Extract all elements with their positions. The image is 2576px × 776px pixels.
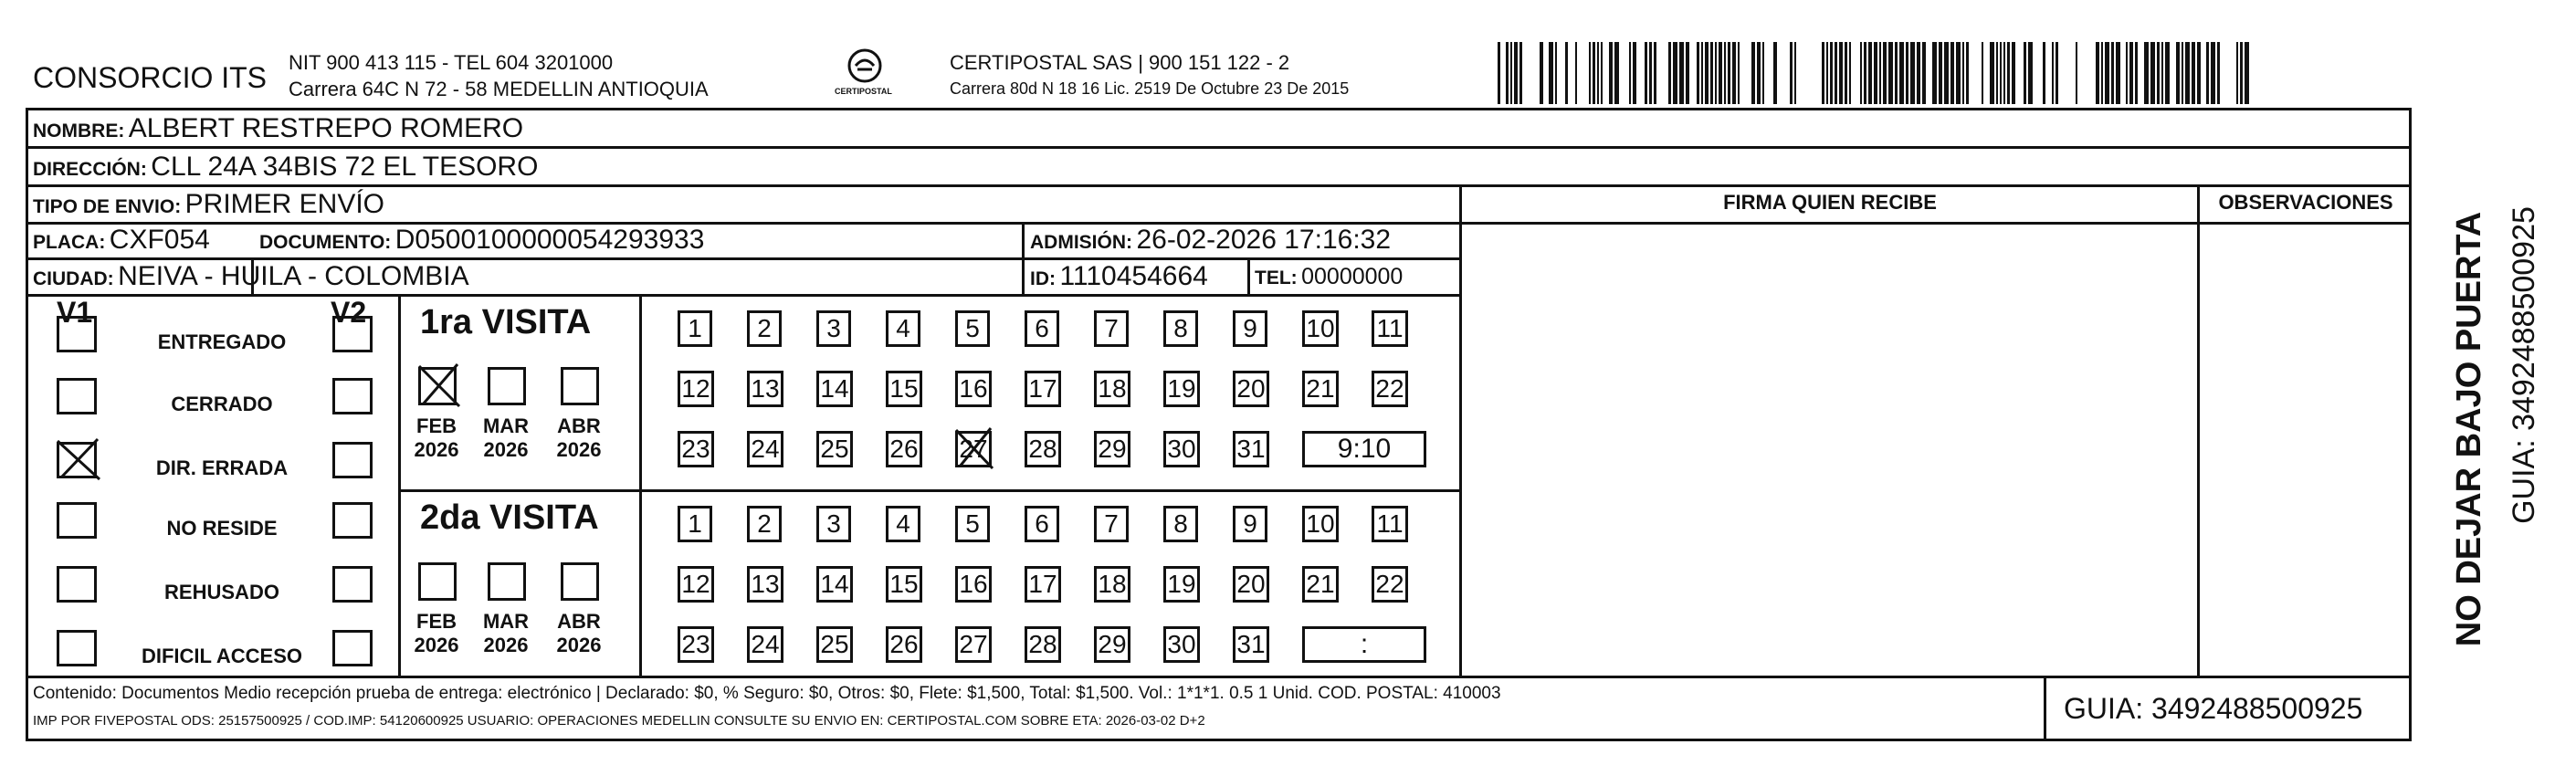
day-box[interactable]: 12 xyxy=(678,371,714,407)
barcode-bar xyxy=(1549,42,1553,104)
day-box[interactable]: 14 xyxy=(816,371,853,407)
day-box[interactable]: 6 xyxy=(1025,310,1059,347)
barcode-bar xyxy=(2003,42,2005,104)
barcode-bar xyxy=(1773,42,1777,104)
barcode-bar xyxy=(1944,42,1949,104)
day-box[interactable]: 4 xyxy=(886,310,920,347)
month-checkbox[interactable] xyxy=(488,367,526,405)
barcode-bar xyxy=(2185,42,2190,104)
barcode-bar xyxy=(1715,42,1717,104)
barcode-bar xyxy=(1966,42,1969,104)
status-option-label: CERRADO xyxy=(171,393,273,415)
v2-checkbox[interactable] xyxy=(332,442,373,478)
day-box[interactable]: 17 xyxy=(1025,566,1061,603)
day-box[interactable]: 12 xyxy=(678,566,714,603)
visit-title: 2da VISITA xyxy=(420,498,599,537)
footer-content: Contenido: Documentos Medio recepción prueba de entrega: electrónico | Declarado: $0, % Seguro: $0, Otros: $0, Flete: $1,500, Total: $1,500. Vol.: 1*1*1. 0.5 1 Unid. COD. POSTAL: 410003 xyxy=(33,684,1501,703)
plate-row xyxy=(33,226,210,254)
visit-time-box[interactable]: 9:10 xyxy=(1302,431,1426,467)
month-checkbox[interactable] xyxy=(418,367,457,405)
barcode-bar xyxy=(1845,42,1847,104)
barcode-bar xyxy=(1609,42,1613,104)
day-box[interactable]: 2 xyxy=(747,506,782,542)
barcode-bar xyxy=(1794,42,1796,104)
barcode-bar xyxy=(1719,42,1722,104)
barcode-bar xyxy=(1506,42,1509,104)
barcode-bar xyxy=(1728,42,1730,104)
v2-checkbox[interactable] xyxy=(332,630,373,666)
document-label: DOCUMENTO: xyxy=(259,232,392,253)
day-box[interactable]: 21 xyxy=(1302,566,1339,603)
day-box[interactable]: 27 xyxy=(955,626,992,663)
barcode-bar xyxy=(1950,42,1954,104)
barcode-bar xyxy=(1705,42,1709,104)
day-box[interactable]: 31 xyxy=(1233,431,1269,467)
barcode-bar xyxy=(2192,42,2195,104)
observations-area[interactable] xyxy=(2201,225,2411,676)
v2-checkbox[interactable] xyxy=(332,502,373,539)
status-option-label: NO RESIDE xyxy=(166,517,278,540)
day-box[interactable]: 20 xyxy=(1233,371,1269,407)
barcode-bar xyxy=(1738,42,1740,104)
barcode-bar xyxy=(1932,42,1937,104)
barcode-bar xyxy=(1697,42,1699,104)
day-box[interactable]: 20 xyxy=(1233,566,1269,603)
barcode-bar xyxy=(1790,42,1793,104)
v1-checkbox[interactable] xyxy=(57,378,97,414)
shipment-type-row xyxy=(33,191,384,218)
tel-value: 00000000 xyxy=(1301,264,1404,289)
status-option-label: REHUSADO xyxy=(164,581,279,603)
admission-value: 26-02-2026 17:16:32 xyxy=(1136,225,1392,255)
barcode-bar xyxy=(1519,42,1522,104)
barcode-bar xyxy=(2052,42,2054,104)
side-guide: GUIA: 3492488500925 xyxy=(2507,206,2541,524)
recipient-address-row xyxy=(33,153,538,181)
city-label: CIUDAD: xyxy=(33,268,114,289)
barcode-bar xyxy=(1822,42,1824,104)
day-box[interactable]: 3 xyxy=(816,310,851,347)
barcode-bar xyxy=(1510,42,1512,104)
day-box[interactable]: 1 xyxy=(678,310,712,347)
recipient-name-row xyxy=(33,115,523,142)
barcode-bar xyxy=(2105,42,2109,104)
barcode-bar xyxy=(1939,42,1942,104)
barcode-bar xyxy=(1962,42,1964,104)
barcode-bar xyxy=(2165,42,2170,104)
barcode-bar xyxy=(1565,42,1568,104)
barcode-bar xyxy=(1864,42,1866,104)
barcode-bar xyxy=(2076,42,2077,104)
barcode-bar xyxy=(2129,42,2133,104)
day-box[interactable]: 5 xyxy=(955,310,990,347)
observations-label: OBSERVACIONES xyxy=(2218,191,2393,214)
day-box[interactable]: 25 xyxy=(816,626,853,663)
certipostal-address: Carrera 80d N 18 16 Lic. 2519 De Octubre 23 De 2015 xyxy=(950,79,1350,98)
id-label: ID: xyxy=(1030,268,1056,289)
day-box[interactable]: 19 xyxy=(1163,566,1200,603)
document-row xyxy=(259,226,704,254)
barcode-bar xyxy=(1868,42,1872,104)
day-box[interactable]: 4 xyxy=(886,506,920,542)
month-label: ABR 2026 xyxy=(556,610,602,657)
v2-checkbox[interactable] xyxy=(332,566,373,603)
day-box[interactable]: 8 xyxy=(1163,506,1198,542)
day-box[interactable]: 11 xyxy=(1372,506,1408,542)
barcode-bar xyxy=(2007,42,2010,104)
side-warning: NO DEJAR BAJO PUERTA xyxy=(2450,211,2488,647)
barcode-bar xyxy=(1849,42,1851,104)
city-row xyxy=(33,263,469,290)
barcode xyxy=(1498,42,2255,104)
day-box[interactable]: 31 xyxy=(1233,626,1269,663)
barcode-bar xyxy=(1710,42,1713,104)
barcode-bar xyxy=(1724,42,1726,104)
barcode-bar xyxy=(2056,42,2058,104)
barcode-bar xyxy=(1701,42,1703,104)
barcode-bar xyxy=(2096,42,2099,104)
recipient-name: ALBERT RESTREPO ROMERO xyxy=(128,113,524,143)
id-value: 1110454664 xyxy=(1059,261,1208,291)
barcode-bar xyxy=(1826,42,1828,104)
barcode-bar xyxy=(2101,42,2103,104)
barcode-bar xyxy=(1910,42,1915,104)
barcode-bar xyxy=(2135,42,2138,104)
barcode-bar xyxy=(1906,42,1908,104)
barcode-bar xyxy=(2197,42,2201,104)
day-box[interactable]: 13 xyxy=(747,566,783,603)
tel-row xyxy=(1255,266,1403,288)
barcode-bar xyxy=(2012,42,2015,104)
barcode-bar xyxy=(1673,42,1677,104)
barcode-bar xyxy=(1614,42,1619,104)
barcode-bar xyxy=(1649,42,1652,104)
day-box[interactable]: 23 xyxy=(678,626,714,663)
footer-guide-number: GUIA: 3492488500925 xyxy=(2064,692,2363,725)
barcode-bar xyxy=(1879,42,1881,104)
day-box[interactable]: 29 xyxy=(1094,431,1130,467)
v1-checkbox[interactable] xyxy=(57,502,97,539)
day-box[interactable]: 24 xyxy=(747,626,783,663)
barcode-bar xyxy=(2116,42,2120,104)
day-box[interactable]: 3 xyxy=(816,506,851,542)
certipostal-logo xyxy=(833,46,897,102)
barcode-bar xyxy=(2245,42,2249,104)
v2-checkbox[interactable] xyxy=(332,378,373,414)
barcode-bar xyxy=(1888,42,1893,104)
day-box[interactable]: 22 xyxy=(1372,371,1408,407)
day-box[interactable]: 2 xyxy=(747,310,782,347)
month-checkbox[interactable] xyxy=(561,562,599,601)
barcode-bar xyxy=(1917,42,1920,104)
barcode-bar xyxy=(1732,42,1736,104)
id-row xyxy=(1030,263,1208,290)
barcode-bar xyxy=(1982,42,1983,104)
month-checkbox[interactable] xyxy=(488,562,526,601)
day-box[interactable]: 30 xyxy=(1163,431,1200,467)
day-box[interactable]: 10 xyxy=(1302,506,1339,542)
day-box[interactable]: 19 xyxy=(1163,371,1200,407)
day-box[interactable]: 15 xyxy=(886,371,922,407)
barcode-bar xyxy=(1575,42,1577,104)
barcode-bar xyxy=(1540,42,1543,104)
barcode-bar xyxy=(1514,42,1518,104)
barcode-bar xyxy=(1679,42,1684,104)
v2-checkbox[interactable] xyxy=(332,316,373,352)
month-checkbox[interactable] xyxy=(418,562,457,601)
barcode-bar xyxy=(1593,42,1595,104)
barcode-bar xyxy=(1835,42,1837,104)
barcode-bar xyxy=(1601,42,1603,104)
barcode-bar xyxy=(1654,42,1656,104)
name-label: NOMBRE: xyxy=(33,121,125,142)
status-option-label: DIFICIL ACCESO xyxy=(141,645,302,667)
day-box[interactable]: 26 xyxy=(886,431,922,467)
barcode-bar xyxy=(2126,42,2128,104)
barcode-bar xyxy=(2150,42,2155,104)
v1-label: V1 xyxy=(57,296,93,329)
footer-print-info: IMP POR FIVEPOSTAL ODS: 25157500925 / COD.IMP: 54120600925 USUARIO: OPERACIONES MEDELLIN CONSULTE SU ENVIO EN: CERTIPOSTAL.COM SOBRE ETA: 2026-03-02 D+2 xyxy=(33,713,1205,729)
day-box[interactable]: 16 xyxy=(955,566,992,603)
shipment-type: PRIMER ENVÍO xyxy=(184,189,385,219)
day-box[interactable]: 30 xyxy=(1163,626,1200,663)
barcode-bar xyxy=(1883,42,1887,104)
barcode-bar xyxy=(2043,42,2045,104)
barcode-bar xyxy=(2024,42,2026,104)
day-box[interactable]: 5 xyxy=(955,506,990,542)
signature-label: FIRMA QUIEN RECIBE xyxy=(1723,191,1937,214)
recipient-address: CLL 24A 34BIS 72 EL TESORO xyxy=(151,152,539,182)
document-value: D0500100000054293933 xyxy=(394,225,705,255)
day-box[interactable]: 16 xyxy=(955,371,992,407)
day-box[interactable]: 9 xyxy=(1233,310,1267,347)
city-value: NEIVA - HUILA - COLOMBIA xyxy=(118,261,469,291)
barcode-bar xyxy=(1990,42,1994,104)
signature-area[interactable] xyxy=(1463,225,2197,676)
month-label: ABR 2026 xyxy=(556,414,602,462)
barcode-bar xyxy=(2217,42,2220,104)
barcode-bar xyxy=(2000,42,2002,104)
barcode-bar xyxy=(2206,42,2209,104)
day-box[interactable]: 8 xyxy=(1163,310,1198,347)
barcode-bar xyxy=(1874,42,1877,104)
day-box[interactable]: 18 xyxy=(1094,566,1130,603)
barcode-bar xyxy=(2236,42,2238,104)
barcode-bar xyxy=(2211,42,2215,104)
barcode-bar xyxy=(2157,42,2160,104)
day-box[interactable]: 28 xyxy=(1025,626,1061,663)
month-label: FEB 2026 xyxy=(414,414,459,462)
barcode-bar xyxy=(1762,42,1764,104)
day-box[interactable]: 7 xyxy=(1094,310,1129,347)
barcode-bar xyxy=(1860,42,1862,104)
status-option-label: DIR. ERRADA xyxy=(155,456,289,479)
barcode-bar xyxy=(1839,42,1843,104)
day-box[interactable]: 25 xyxy=(816,431,853,467)
visit-title: 1ra VISITA xyxy=(420,303,592,341)
day-box[interactable]: 13 xyxy=(747,371,783,407)
barcode-bar xyxy=(2240,42,2243,104)
barcode-bar xyxy=(1830,42,1833,104)
day-box[interactable]: 7 xyxy=(1094,506,1129,542)
day-box[interactable]: 22 xyxy=(1372,566,1408,603)
barcode-bar xyxy=(1895,42,1898,104)
logo-caption: CERTIPOSTAL xyxy=(835,87,892,96)
day-box[interactable]: 23 xyxy=(678,431,714,467)
barcode-bar xyxy=(1686,42,1689,104)
month-label: FEB 2026 xyxy=(414,610,459,657)
admission-label: ADMISIÓN: xyxy=(1030,232,1132,253)
barcode-bar xyxy=(1633,42,1636,104)
day-box[interactable]: 29 xyxy=(1094,626,1130,663)
certipostal-name: CERTIPOSTAL SAS | 900 151 122 - 2 xyxy=(950,51,1290,74)
barcode-bar xyxy=(1597,42,1599,104)
day-box[interactable]: 28 xyxy=(1025,431,1061,467)
month-label: MAR 2026 xyxy=(482,610,530,657)
tel-label: TEL: xyxy=(1255,267,1298,288)
day-box[interactable]: 21 xyxy=(1302,371,1339,407)
barcode-bar xyxy=(2176,42,2180,104)
day-box[interactable]: 6 xyxy=(1025,506,1059,542)
day-box[interactable]: 1 xyxy=(678,506,712,542)
barcode-bar xyxy=(1498,42,1500,104)
barcode-bar xyxy=(1757,42,1761,104)
barcode-bar xyxy=(2028,42,2033,104)
v1-checkbox[interactable] xyxy=(57,566,97,603)
barcode-bar xyxy=(1899,42,1904,104)
v2-label: V2 xyxy=(331,296,367,329)
barcode-bar xyxy=(1589,42,1591,104)
day-box[interactable]: 10 xyxy=(1302,310,1339,347)
barcode-bar xyxy=(1751,42,1755,104)
shipment-label: TIPO DE ENVIO: xyxy=(33,196,182,217)
address-label: DIRECCIÓN: xyxy=(33,159,147,180)
day-box[interactable]: 24 xyxy=(747,431,783,467)
barcode-bar xyxy=(2111,42,2114,104)
company-nit: NIT 900 413 115 - TEL 604 3201000 xyxy=(289,51,614,74)
barcode-bar xyxy=(2182,42,2183,104)
barcode-bar xyxy=(2144,42,2149,104)
visit-time-box[interactable]: : xyxy=(1302,626,1426,663)
barcode-bar xyxy=(1956,42,1961,104)
plate-value: CXF054 xyxy=(109,225,210,255)
day-box[interactable]: 14 xyxy=(816,566,853,603)
company-address: Carrera 64C N 72 - 58 MEDELLIN ANTIOQUIA xyxy=(289,78,709,100)
admission-row xyxy=(1030,226,1391,254)
day-box[interactable]: 9 xyxy=(1233,506,1267,542)
day-box[interactable]: 26 xyxy=(886,626,922,663)
day-box[interactable]: 17 xyxy=(1025,371,1061,407)
v1-checkbox[interactable] xyxy=(57,442,97,478)
barcode-bar xyxy=(1668,42,1671,104)
day-box[interactable]: 27 xyxy=(955,431,992,467)
plate-label: PLACA: xyxy=(33,232,106,253)
day-box[interactable]: 15 xyxy=(886,566,922,603)
month-label: MAR 2026 xyxy=(482,414,530,462)
month-checkbox[interactable] xyxy=(561,367,599,405)
barcode-bar xyxy=(1555,42,1557,104)
company-name: CONSORCIO ITS xyxy=(33,61,268,94)
barcode-bar xyxy=(1645,42,1647,104)
v1-checkbox[interactable] xyxy=(57,316,97,352)
barcode-bar xyxy=(1922,42,1926,104)
v1-checkbox[interactable] xyxy=(57,630,97,666)
barcode-bar xyxy=(1629,42,1631,104)
day-box[interactable]: 11 xyxy=(1372,310,1408,347)
day-box[interactable]: 18 xyxy=(1094,371,1130,407)
barcode-bar xyxy=(2161,42,2163,104)
status-option-label: ENTREGADO xyxy=(157,330,287,353)
barcode-bar xyxy=(1996,42,1998,104)
